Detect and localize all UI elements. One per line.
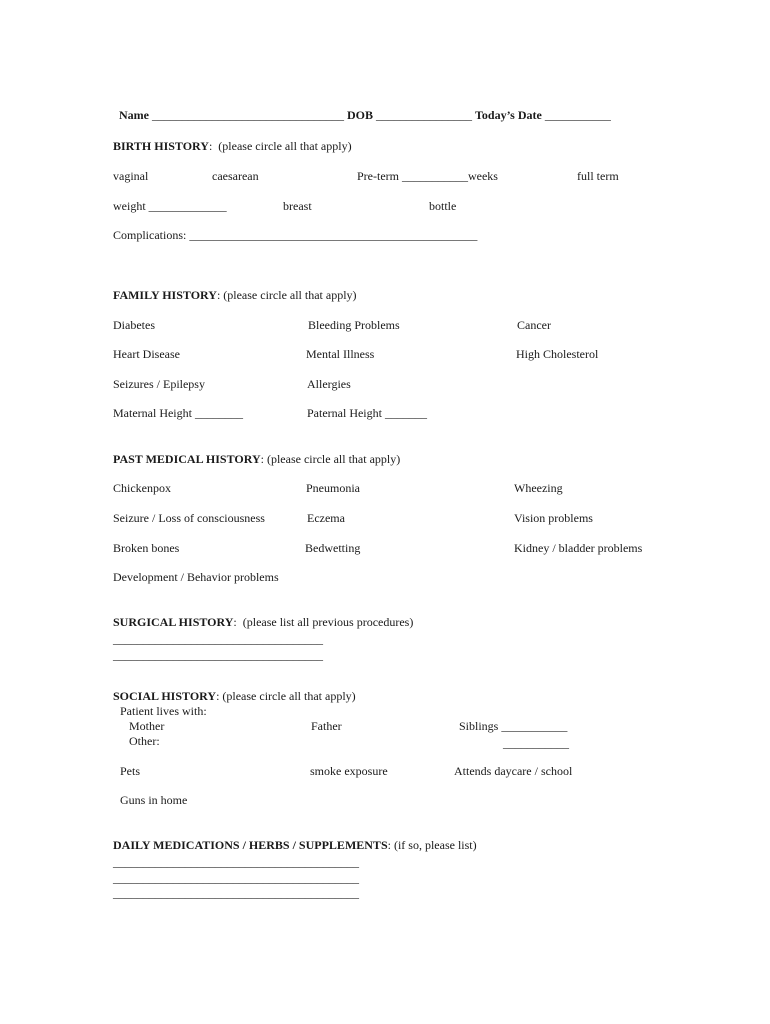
surgical-history-note: : (please list all previous procedures) (233, 615, 414, 629)
past-medical-history-heading (113, 452, 400, 466)
surgical-history-heading (113, 615, 413, 629)
surgical-history-title: SURGICAL HISTORY (113, 615, 234, 629)
patient-lives-with-label: Patient lives with: (120, 704, 207, 718)
social-history-heading (113, 689, 356, 703)
option-development-behavior[interactable]: Development / Behavior problems (113, 570, 279, 584)
family-history-note: : (please circle all that apply) (216, 288, 357, 302)
option-seizures-epilepsy[interactable]: Seizures / Epilepsy (113, 377, 205, 391)
option-kidney-bladder-problems[interactable]: Kidney / bladder problems (514, 541, 643, 555)
medications-title: DAILY MEDICATIONS / HERBS / SUPPLEMENTS (113, 838, 388, 852)
option-seizure-loss-consciousness[interactable]: Seizure / Loss of consciousness (113, 511, 265, 525)
option-daycare-school[interactable]: Attends daycare / school (454, 764, 573, 778)
option-breast[interactable]: breast (283, 199, 312, 213)
today-date-label: Today’s Date (475, 108, 542, 122)
option-cancer[interactable]: Cancer (517, 318, 551, 332)
option-mother[interactable]: Mother (129, 719, 165, 733)
birth-history-heading (113, 139, 352, 153)
option-broken-bones[interactable]: Broken bones (113, 541, 180, 555)
option-bottle[interactable]: bottle (429, 199, 457, 213)
past-medical-history-note: : (please circle all that apply) (260, 452, 401, 466)
birth-history-title: BIRTH HISTORY (113, 139, 209, 153)
option-pets[interactable]: Pets (120, 764, 141, 778)
surgical-line-1[interactable]: ___________________________________ (113, 632, 323, 646)
option-heart-disease[interactable]: Heart Disease (113, 347, 180, 361)
other-label: Other: (129, 734, 160, 748)
maternal-height-field[interactable]: Maternal Height ________ (113, 406, 243, 420)
dob-label: DOB (347, 108, 374, 122)
medications-heading (113, 838, 477, 852)
medications-line-2[interactable]: _________________________________________ (113, 871, 359, 885)
option-chickenpox[interactable]: Chickenpox (113, 481, 171, 495)
dob-field[interactable]: ________________ (376, 108, 473, 122)
option-mental-illness[interactable]: Mental Illness (306, 347, 375, 361)
social-history-title: SOCIAL HISTORY (113, 689, 217, 703)
complications-field[interactable]: Complications: ________________________________________________ (113, 228, 478, 242)
paternal-height-field[interactable]: Paternal Height _______ (307, 406, 427, 420)
medications-note: : (if so, please list) (387, 838, 477, 852)
header-line (113, 94, 611, 122)
family-history-heading (113, 288, 357, 302)
surgical-line-2[interactable]: ___________________________________ (113, 648, 323, 662)
option-diabetes[interactable]: Diabetes (113, 318, 155, 332)
option-smoke-exposure[interactable]: smoke exposure (310, 764, 388, 778)
option-vaginal[interactable]: vaginal (113, 169, 149, 183)
option-allergies[interactable]: Allergies (307, 377, 351, 391)
option-caesarean[interactable]: caesarean (212, 169, 259, 183)
medications-line-3[interactable]: _________________________________________ (113, 886, 359, 900)
option-high-cholesterol[interactable]: High Cholesterol (516, 347, 599, 361)
other-field[interactable]: ___________ (503, 736, 569, 750)
option-bedwetting[interactable]: Bedwetting (305, 541, 361, 555)
option-eczema[interactable]: Eczema (307, 511, 345, 525)
option-father[interactable]: Father (311, 719, 342, 733)
today-date-field[interactable]: ___________ (544, 108, 611, 122)
past-medical-history-title: PAST MEDICAL HISTORY (113, 452, 261, 466)
option-wheezing[interactable]: Wheezing (514, 481, 563, 495)
siblings-field[interactable]: Siblings ___________ (459, 719, 568, 733)
option-pneumonia[interactable]: Pneumonia (306, 481, 360, 495)
birth-history-note: : (please circle all that apply) (208, 139, 352, 153)
option-vision-problems[interactable]: Vision problems (514, 511, 593, 525)
weight-field[interactable]: weight _____________ (113, 199, 227, 213)
name-label: Name (119, 108, 149, 122)
family-history-title: FAMILY HISTORY (113, 288, 217, 302)
option-guns-in-home[interactable]: Guns in home (120, 793, 188, 807)
option-preterm[interactable]: Pre-term ___________weeks (357, 169, 498, 183)
medications-line-1[interactable]: _________________________________________ (113, 855, 359, 869)
name-field[interactable]: ________________________________ (152, 108, 344, 122)
social-history-note: : (please circle all that apply) (216, 689, 356, 703)
option-full-term[interactable]: full term (577, 169, 619, 183)
option-bleeding-problems[interactable]: Bleeding Problems (308, 318, 400, 332)
